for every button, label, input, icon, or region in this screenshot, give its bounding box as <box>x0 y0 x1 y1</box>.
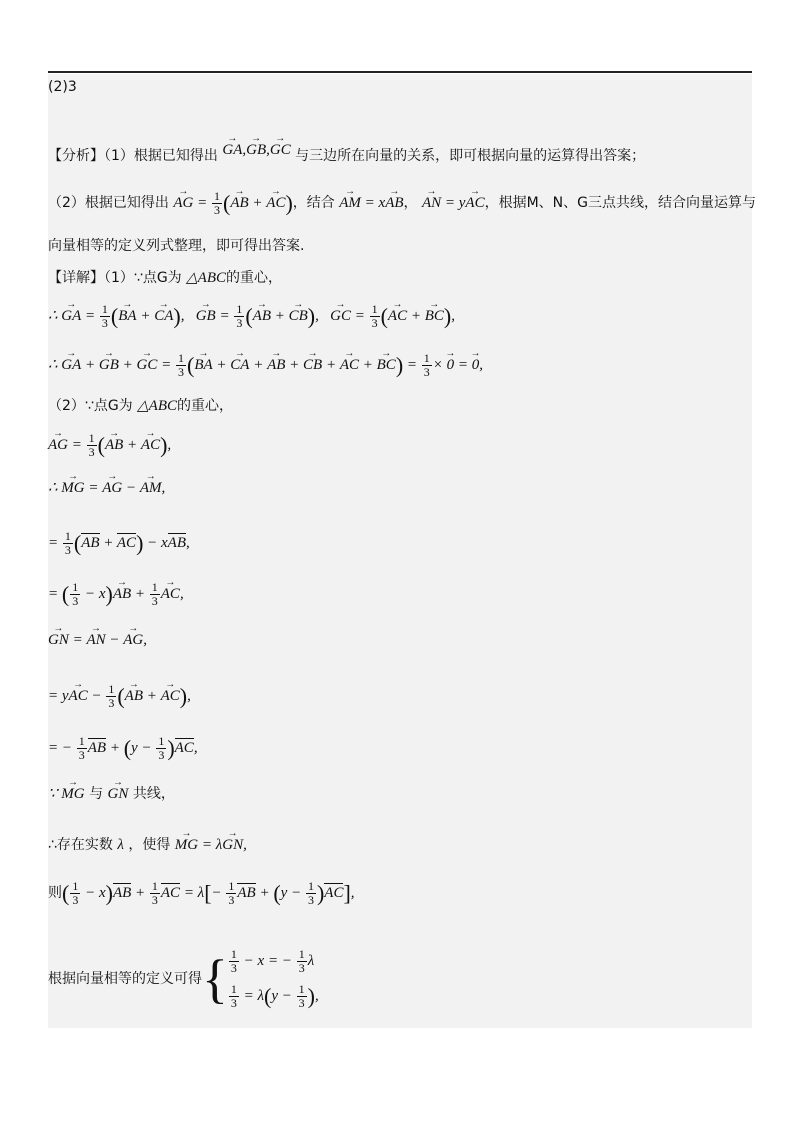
detail-eq-9: = − $\frac{1}{3}$ AB + (y − $\frac{1}{3}$ )AC, <box>48 734 198 762</box>
detail-eq-5: = $\frac{1}{3}$ (AB + AC) − xAB, <box>48 529 190 557</box>
part-label: (2)3 <box>48 79 77 95</box>
detail-line-2: （2）∵点G为 △ABC的重心， <box>48 398 233 414</box>
detail-eq-10: 则( $\frac{1}{3}$ − x)AB + $\frac{1}{3}$ AC = λ[− $\frac{1}{3}$ AB + (y − $\frac{1}{3}$ )AC], <box>48 879 355 907</box>
detail-system: 根据向量相等的定义可得{ $\frac{1}{3}$ − x = − $\frac{1}{3}$ λ $\frac{1}{3}$ = λ(y − $\frac{1}{3}$ ), <box>48 947 319 1010</box>
top-rule <box>48 71 752 73</box>
detail-eq-1: ∴ GA → = $\frac{1}{3}$ (BA → + CA →), GB → = $\frac{1}{3}$ (AB → + CB →), GC → = $\frac{1}{3}$ (AC → + BC →), <box>48 303 455 330</box>
analysis-line-1: 【分析】（1）根据已知得出 GA →,GB →,GC → 与三边所在向量的关系，即可根据向量的运算得出答案； <box>48 140 645 166</box>
system-eq-2: $\frac{1}{3}$ = λ(y − $\frac{1}{3}$ ), <box>230 982 319 1010</box>
detail-eq-4: ∴ MG → = AG → − AM →, <box>48 478 165 498</box>
detail-line-collinear: ∵ MG → 与 GN → 共线， <box>48 784 175 804</box>
analysis-line-3: 向量相等的定义列式整理，即可得出答案. <box>48 238 305 254</box>
detail-eq-6: = ( $\frac{1}{3}$ − x)AB → + $\frac{1}{3}$ AC →, <box>48 581 184 608</box>
detail-eq-2: ∴ GA → + GB → + GC → = $\frac{1}{3}$ (BA → + CA → + AB → + CB → + AC → + BC →) = $\frac{1}{3}$ × 0 → = 0 →, <box>48 352 483 379</box>
detail-line-1: 【详解】（1）∵点G为 △ABC的重心， <box>48 270 282 286</box>
detail-eq-8: = yAC → − $\frac{1}{3}$ (AB → + AC →), <box>48 683 191 710</box>
system-eq-1: $\frac{1}{3}$ − x = − $\frac{1}{3}$ λ <box>230 947 315 975</box>
detail-tag: 【详解】 <box>48 270 104 286</box>
analysis-line-2: （2）根据已知得出 AG → = $\frac{1}{3}$ (AB → + AC →)，结合 AM → = xAB →， AN → = yAC →，根据M、N、G三点共线，结合向量运算与 <box>48 190 756 217</box>
analysis-tag: 【分析】 <box>48 148 104 164</box>
formula-am: AM → = xAB → <box>339 195 403 211</box>
detail-line-exists: ∴存在实数 λ ，使得 MG → = λGN →, <box>48 835 247 855</box>
vectors-ga-gb-gc: GA →,GB →,GC → <box>222 142 290 158</box>
detail-eq-3: AG → = $\frac{1}{3}$ (AB → + AC →), <box>48 432 171 459</box>
formula-ag: AG → = $\frac{1}{3}$ (AB → + AC →) <box>173 195 292 211</box>
formula-an: AN → = yAC → <box>422 195 485 211</box>
detail-eq-7: GN → = AN → − AG →, <box>48 630 147 650</box>
